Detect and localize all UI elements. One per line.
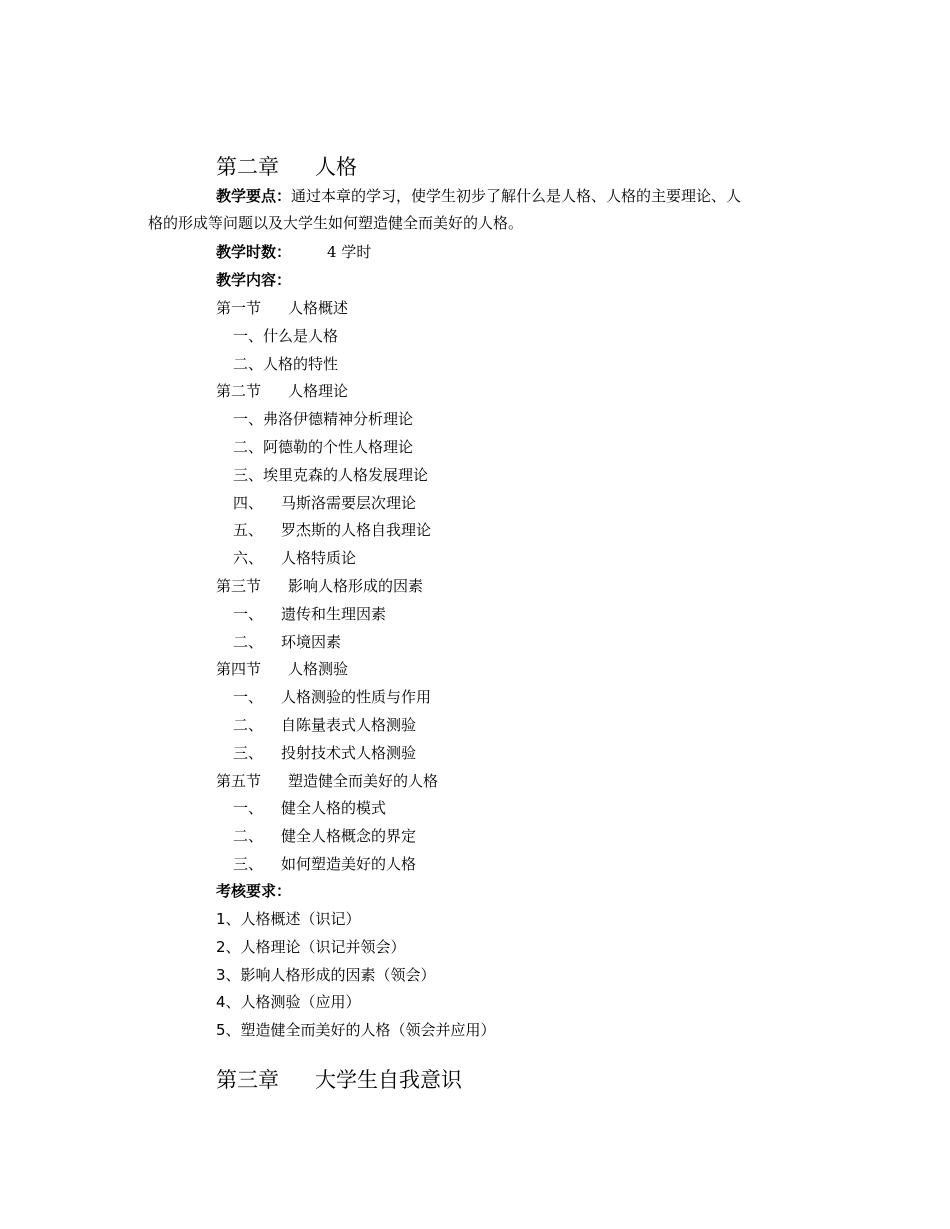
section-item-prefix: 一、: [233, 327, 264, 345]
key-points-text-1: 通过本章的学习，使学生初步了解什么是人格、人格的主要理论、人: [291, 187, 742, 205]
section-item: [233, 632, 341, 652]
section-number: 第四节: [216, 660, 262, 678]
assessment-item-text: 、人格理论（识记并领会）: [225, 938, 406, 956]
section-item: [233, 326, 338, 346]
assessment-item-text: 、塑造健全而美好的人格（领会并应用）: [225, 1021, 496, 1039]
section-title: 塑造健全而美好的人格: [288, 772, 439, 790]
section-number: 第三节: [216, 577, 262, 595]
section-title: 人格概述: [288, 299, 349, 317]
section-item: [233, 437, 413, 457]
section-item-prefix: 一、: [233, 410, 264, 428]
section-item-prefix: 二、: [233, 827, 264, 845]
section-item-prefix: 一、: [233, 688, 264, 706]
section-number: 第五节: [216, 772, 262, 790]
section-item: [233, 409, 413, 429]
section-item-prefix: 三、: [233, 744, 264, 762]
section-item: [233, 354, 338, 374]
content-label: 教学内容：: [216, 271, 292, 289]
key-points-line-1: [216, 186, 741, 206]
section-item: [233, 854, 416, 874]
chapter-2-heading: [216, 153, 357, 181]
key-points-line-2: [148, 213, 523, 233]
assessment-label: 考核要求：: [216, 882, 292, 900]
assessment-label-line: [216, 881, 291, 901]
section-item-prefix: 五、: [233, 521, 264, 539]
assessment-item: [216, 965, 436, 985]
section-heading: [216, 659, 348, 679]
section-item: [233, 687, 431, 707]
assessment-item-text: 、人格概述（识记）: [225, 910, 361, 928]
section-heading: [216, 771, 438, 791]
hours-value: 4: [327, 243, 337, 261]
section-item: [233, 798, 386, 818]
section-item: [233, 548, 356, 568]
section-title: 人格测验: [288, 660, 349, 678]
assessment-item-text: 、人格测验（应用）: [225, 993, 361, 1011]
chapter-3-heading: [216, 1066, 462, 1094]
section-item-prefix: 一、: [233, 605, 264, 623]
section-number: 第一节: [216, 299, 262, 317]
section-item: [233, 604, 386, 624]
section-item-text: 人格的特性: [263, 355, 339, 373]
assessment-item-number: 2: [216, 938, 226, 956]
section-item-text: 环境因素: [281, 633, 342, 651]
section-item-prefix: 二、: [233, 355, 264, 373]
section-heading: [216, 576, 423, 596]
assessment-item: [216, 1020, 496, 1040]
section-item-prefix: 六、: [233, 549, 264, 567]
assessment-item: [216, 937, 406, 957]
assessment-item: [216, 992, 361, 1012]
chapter-3-number: 第三章: [216, 1068, 279, 1092]
section-item-text: 如何塑造美好的人格: [281, 855, 417, 873]
section-item-prefix: 四、: [233, 494, 264, 512]
section-title: 人格理论: [288, 382, 349, 400]
section-item-text: 投射技术式人格测验: [281, 744, 417, 762]
section-item-text: 弗洛伊德精神分析理论: [263, 410, 414, 428]
section-item-prefix: 一、: [233, 799, 264, 817]
assessment-item-number: 5: [216, 1021, 226, 1039]
key-points-label: 教学要点：: [216, 187, 292, 205]
section-item-text: 自陈量表式人格测验: [281, 716, 417, 734]
section-item-text: 健全人格的模式: [281, 799, 387, 817]
section-item-prefix: 三、: [233, 466, 264, 484]
section-item-text: 人格测验的性质与作用: [281, 688, 432, 706]
section-item-prefix: 二、: [233, 633, 264, 651]
assessment-item-text: 、影响人格形成的因素（领会）: [225, 966, 436, 984]
section-title: 影响人格形成的因素: [288, 577, 424, 595]
section-item: [233, 465, 428, 485]
section-number: 第二节: [216, 382, 262, 400]
section-heading: [216, 298, 348, 318]
content-label-line: [216, 270, 291, 290]
section-item-prefix: 三、: [233, 855, 264, 873]
hours-line: [216, 242, 371, 262]
chapter-3-title: 大学生自我意识: [315, 1068, 462, 1092]
assessment-item: [216, 909, 361, 929]
section-item-text: 人格特质论: [281, 549, 357, 567]
section-item-text: 马斯洛需要层次理论: [281, 494, 417, 512]
section-item-text: 健全人格概念的界定: [281, 827, 417, 845]
section-item: [233, 493, 416, 513]
section-item-text: 遗传和生理因素: [281, 605, 387, 623]
assessment-item-number: 3: [216, 966, 226, 984]
section-item-text: 埃里克森的人格发展理论: [263, 466, 429, 484]
key-points-text-2: 格的形成等问题以及大学生如何塑造健全而美好的人格。: [148, 214, 524, 232]
section-item: [233, 743, 416, 763]
section-item-text: 什么是人格: [263, 327, 339, 345]
section-item-prefix: 二、: [233, 716, 264, 734]
assessment-item-number: 1: [216, 910, 226, 928]
section-item-text: 罗杰斯的人格自我理论: [281, 521, 432, 539]
chapter-2-number: 第二章: [216, 155, 279, 179]
section-item-prefix: 二、: [233, 438, 264, 456]
section-item: [233, 715, 416, 735]
assessment-item-number: 4: [216, 993, 226, 1011]
chapter-2-title: 人格: [315, 155, 357, 179]
section-item-text: 阿德勒的个性人格理论: [263, 438, 414, 456]
hours-unit: 学时: [341, 243, 372, 261]
hours-label: 教学时数：: [216, 243, 292, 261]
section-heading: [216, 381, 348, 401]
section-item: [233, 826, 416, 846]
section-item: [233, 520, 431, 540]
